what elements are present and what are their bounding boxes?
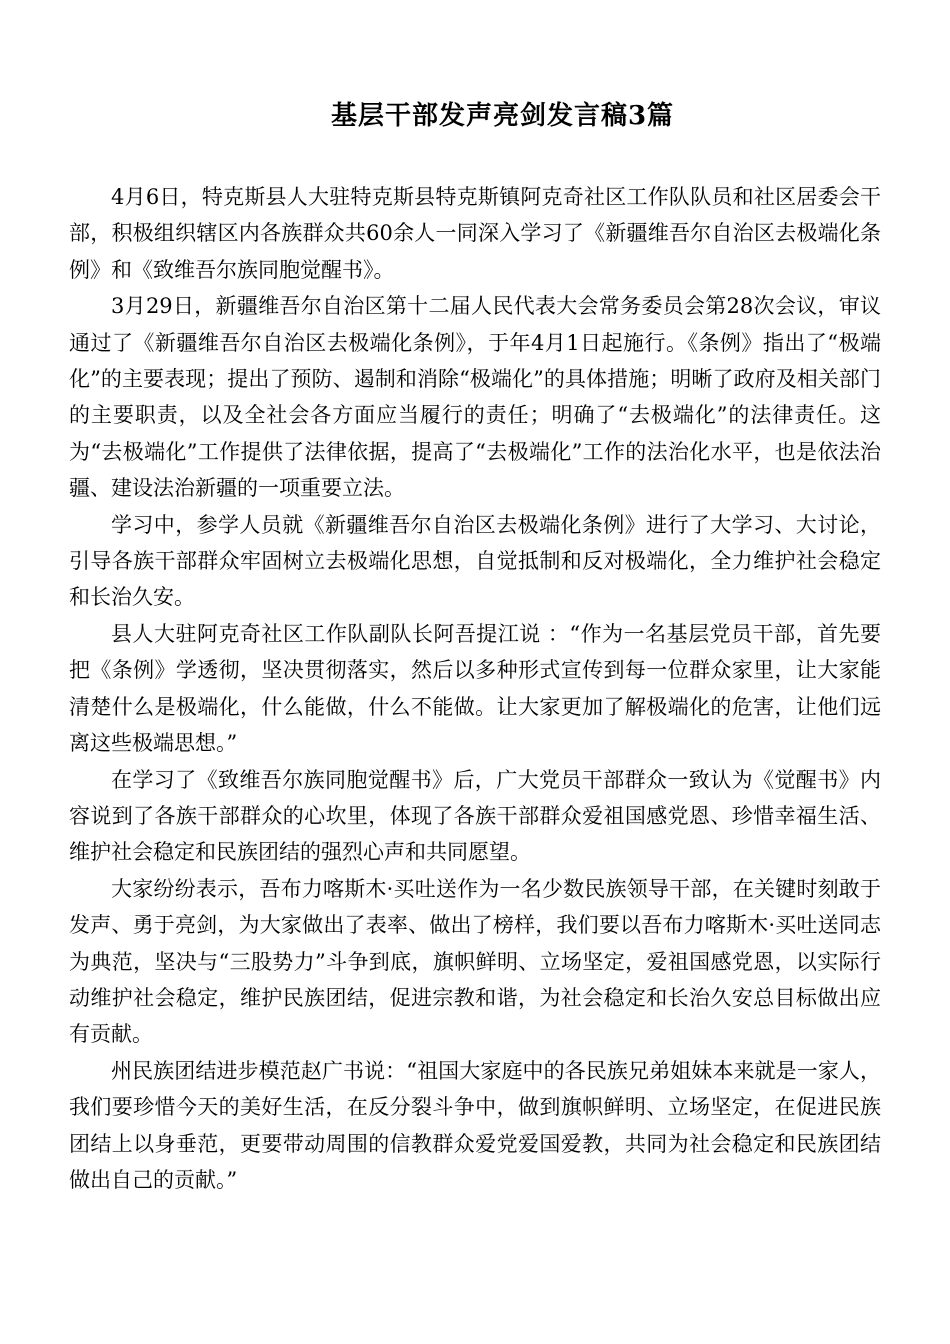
document-body: [69, 179, 881, 1198]
document-title: 基层干部发声亮剑发言稿3篇: [330, 101, 675, 131]
paragraph: 州民族团结进步模范赵广书说：“祖国大家庭中的各民族兄弟姐妹本来就是一家人，我们要珍惜今天的美好生活，在反分裂斗争中，做到旗帜鲜明、立场坚定，在促进民族团结上以身垂范，更要带动周围的信教群众爱党爱国爱教，共同为社会稳定和民族团结做出自己的贡献。”: [69, 1058, 881, 1192]
paragraph: 县人大驻阿克奇社区工作队副队长阿吾提江说 ：“作为一名基层党员干部，首先要把《条例》学透彻，坚决贯彻落实，然后以多种形式宣传到每一位群众家里，让大家能清楚什么是极端化，什么能做，什么不能做。让大家更加了解极端化的危害，让他们远离这些极端思想。”: [69, 621, 881, 756]
paragraph: 学习中，参学人员就《新疆维吾尔自治区去极端化条例》进行了大学习、大讨论，引导各族干部群众牢固树立去极端化思想，自觉抵制和反对极端化，全力维护社会稳定和长治久安。: [69, 512, 881, 610]
paragraph: 3月29日，新疆维吾尔自治区第十二届人民代表大会常务委员会第28次会议，审议通过了《新疆维吾尔自治区去极端化条例》，于年4月1日起施行。《条例》指出了“极端化”的主要表现；提出了预防、遏制和消除“极端化”的具体措施；明晰了政府及相关部门的主要职责，以及全社会各方面应当履行的责任；明确了“去极端化”的法律责任。这为“去极端化”工作提供了法律依据，提高了“去极端化”工作的法治化水平，也是依法治疆、建设法治新疆的一项重要立法。: [69, 294, 881, 501]
paragraph: 大家纷纷表示，吾布力喀斯木·买吐送作为一名少数民族领导干部，在关键时刻敢于发声、勇于亮剑，为大家做出了表率、做出了榜样，我们要以吾布力喀斯木·买吐送同志为典范，坚决与“三股势力”斗争到底，旗帜鲜明、立场坚定，爱祖国感党恩，以实际行动维护社会稳定，维护民族团结，促进宗教和谐，为社会稳定和长治久安总目标做出应有贡献。: [69, 876, 881, 1047]
paragraph: 4月6日，特克斯县人大驻特克斯县特克斯镇阿克奇社区工作队队员和社区居委会干部，积极组织辖区内各族群众共60余人一同深入学习了《新疆维吾尔自治区去极端化条例》和《致维吾尔族同胞觉醒书》。: [69, 185, 881, 282]
paragraph: 在学习了《致维吾尔族同胞觉醒书》后，广大党员干部群众一致认为《觉醒书》内容说到了各族干部群众的心坎里，体现了各族干部群众爱祖国感党恩、珍惜幸福生活、维护社会稳定和民族团结的强烈心声和共同愿望。: [69, 767, 881, 865]
